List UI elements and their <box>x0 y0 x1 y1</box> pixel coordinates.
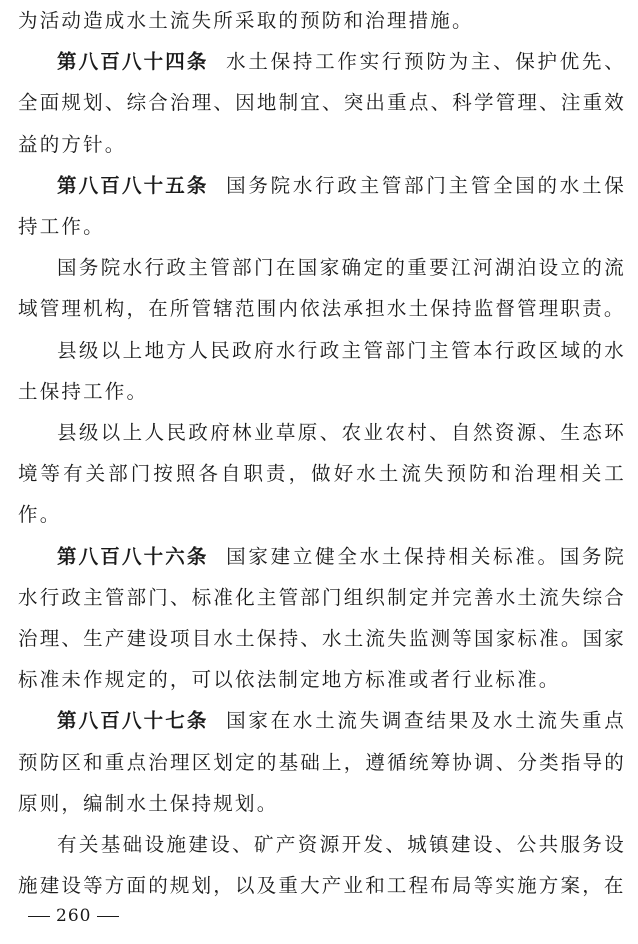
page-footer <box>22 906 125 926</box>
paragraph-text: 国家在水土流失调查结果及水土流失重点预防区和重点治理区划定的基础上，遵循统筹协调、分类指导的原则，编制水土保持规划。 <box>18 709 627 815</box>
paragraph <box>18 412 626 536</box>
paragraph-text: 为活动造成水土流失所采取的预防和治理措施。 <box>18 9 474 32</box>
article-heading: 第八百八十五条 <box>57 173 209 197</box>
footer-dash-left <box>28 916 50 917</box>
paragraph-text: 国务院水行政主管部门在国家确定的重要江河湖泊设立的流域管理机构，在所管辖范围内依法承担水土保持监督管理职责。 <box>18 256 626 321</box>
article-heading: 第八百八十四条 <box>57 50 209 74</box>
article-885 <box>18 165 626 247</box>
paragraph-continuation <box>18 0 626 41</box>
paragraph <box>18 824 626 906</box>
page-number: 260 <box>56 906 92 926</box>
paragraph-text: 国务院水行政主管部门主管全国的水土保持工作。 <box>18 173 627 239</box>
document-page <box>18 0 626 906</box>
paragraph-text: 国家建立健全水土保持相关标准。国务院水行政主管部门、标准化主管部门组织制定并完善水土流失综合治理、生产建设项目水土保持、水土流失监测等国家标准。国家标准未作规定的，可以依法制定地方标准或者行业标准。 <box>18 544 627 692</box>
paragraph-text: 水土保持工作实行预防为主、保护优先、全面规划、综合治理、因地制宜、突出重点、科学管理、注重效益的方针。 <box>18 50 627 156</box>
article-884 <box>18 41 626 165</box>
paragraph <box>18 247 626 329</box>
article-heading: 第八百八十七条 <box>57 709 209 733</box>
paragraph-text: 县级以上地方人民政府水行政主管部门主管本行政区域的水土保持工作。 <box>18 338 626 403</box>
footer-dash-right <box>97 916 119 917</box>
paragraph <box>18 330 626 412</box>
article-887 <box>18 700 626 824</box>
article-886 <box>18 536 626 701</box>
paragraph-text: 县级以上人民政府林业草原、农业农村、自然资源、生态环境等有关部门按照各自职责，做好水土流失预防和治理相关工作。 <box>18 421 626 527</box>
article-heading: 第八百八十六条 <box>57 544 209 568</box>
paragraph-text: 有关基础设施建设、矿产资源开发、城镇建设、公共服务设施建设等方面的规划，以及重大产业和工程布局等实施方案，在 <box>18 833 626 898</box>
